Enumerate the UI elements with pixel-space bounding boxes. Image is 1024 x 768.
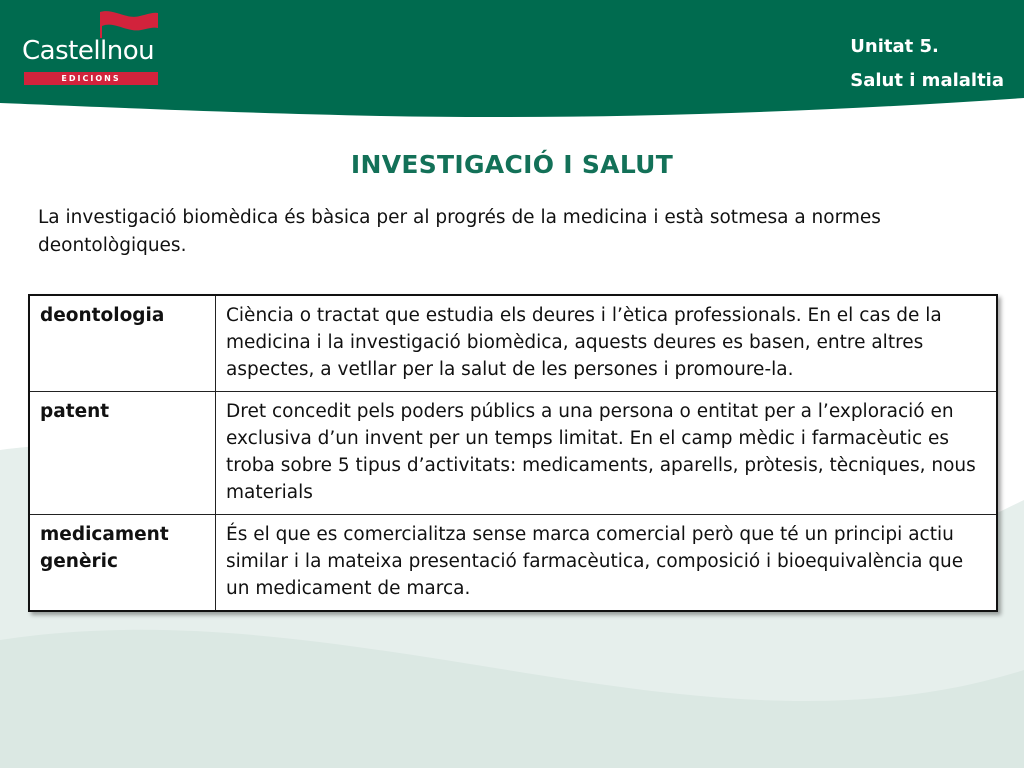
term-cell: deontologia (29, 295, 216, 392)
unit-number: Unitat 5. (850, 36, 939, 57)
table-row (29, 295, 997, 392)
definition-cell: Ciència o tractat que estudia els deures i l’ètica professionals. En el cas de la medicina i la investigació biomèdica, aquests deures es basen, entre altres aspectes, a vetllar per la salut de les persones i promoure-la. (216, 295, 998, 392)
intro-paragraph: La investigació biomèdica és bàsica per al progrés de la medicina i està sotmesa a normes deontològiques. (38, 207, 881, 256)
definition-cell: Dret concedit pels poders públics a una persona o entitat per a l’exploració en exclusiva d’un invent per un temps limitat. En el camp mèdic i farmacèutic es troba sobre 5 tipus d’activitats: medicaments, aparells, pròtesis, tècniques, nous materials (216, 392, 998, 515)
unit-name: Salut i malaltia (850, 70, 1004, 91)
logo-name: Castellnou (22, 36, 155, 66)
unit-title (850, 30, 1004, 98)
definition-cell: És el que es comercialitza sense marca comercial però que té un principi actiu similar i la mateixa presentació farmacèutica, composició i bioequivalència que un medicament de marca. (216, 515, 998, 612)
logo-subtitle: EDICIONS (24, 72, 158, 85)
term-cell: patent (29, 392, 216, 515)
page-title: INVESTIGACIÓ I SALUT (350, 150, 674, 179)
term-cell: medicament genèric (29, 515, 216, 612)
publisher-logo (22, 10, 162, 83)
table-row (29, 515, 997, 612)
definitions-table (28, 294, 998, 612)
table-row (29, 392, 997, 515)
